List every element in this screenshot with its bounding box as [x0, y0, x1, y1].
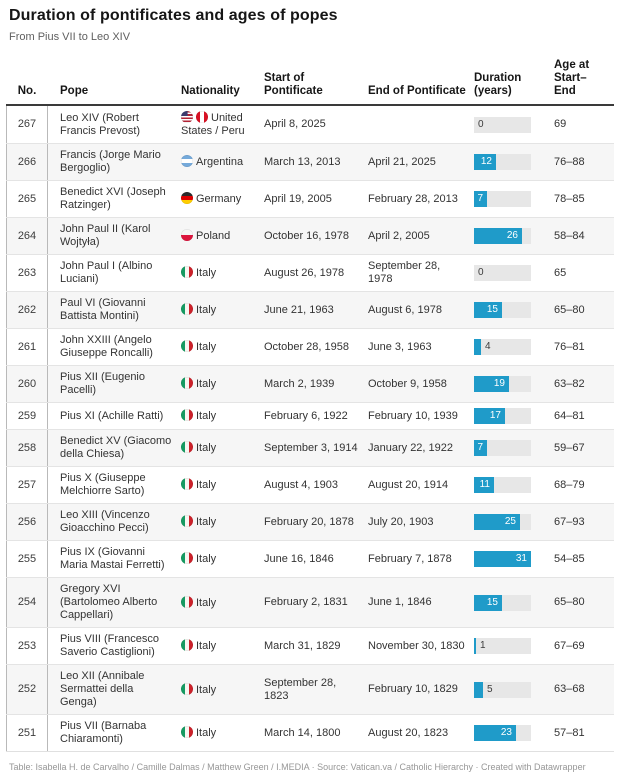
start-date: August 4, 1903: [264, 478, 339, 491]
nationality-label: Italy: [196, 341, 217, 353]
table-row: [6, 627, 614, 664]
table-row: [6, 328, 614, 365]
age-range: 54–85: [554, 552, 585, 565]
duration-cell: [474, 504, 554, 540]
table-row: [6, 664, 614, 714]
nationality-label: Italy: [196, 304, 217, 316]
start-date: August 26, 1978: [264, 266, 345, 279]
nationality-label: Italy: [196, 516, 217, 528]
table-header-row: [6, 57, 614, 106]
pope-name: Pius X (Giuseppe Melchiorre Sarto): [60, 472, 146, 497]
pope-name: Pius IX (Giovanni Maria Mastai Ferretti): [60, 546, 165, 571]
row-number-cell: [6, 467, 48, 503]
duration-bar: [474, 302, 531, 318]
end-date: November 30, 1830: [368, 639, 465, 652]
end-date: February 7, 1878: [368, 552, 452, 565]
start-date: September 28, 1823: [264, 676, 337, 702]
row-number-cell: [6, 144, 48, 180]
row-number: 259: [17, 409, 37, 422]
duration-value: 19: [493, 378, 505, 389]
pope-name: Pius VIII (Francesco Saverio Castiglioni): [60, 633, 160, 658]
flag-italy-icon: [181, 266, 193, 278]
duration-cell: [474, 366, 554, 402]
nationality-cell: [181, 541, 264, 577]
nationality-content: [181, 596, 216, 610]
flag-peru-icon: [196, 111, 208, 123]
start-date: April 8, 2025: [264, 118, 326, 130]
row-number: 261: [17, 340, 37, 353]
nationality-label: Italy: [196, 727, 217, 739]
end-date: January 22, 1922: [368, 441, 454, 454]
col-header-start: Start of Pontificate: [264, 72, 323, 97]
row-number-cell: [6, 665, 48, 714]
age-range: 63–82: [554, 377, 585, 390]
start-date: March 31, 1829: [264, 639, 341, 652]
flag-italy-icon: [181, 515, 193, 527]
nationality-cell: [181, 665, 264, 714]
row-number: 265: [17, 192, 37, 205]
duration-value: 1: [480, 640, 486, 651]
age-range: 76–81: [554, 340, 585, 353]
duration-bar: [474, 191, 531, 207]
end-date: February 28, 2013: [368, 192, 458, 205]
duration-value: 17: [489, 410, 501, 421]
flag-italy-icon: [181, 340, 193, 352]
row-number: 256: [17, 515, 37, 528]
pope-name: Leo XIV (Robert Francis Prevost): [60, 111, 141, 137]
row-number-cell: [6, 403, 48, 429]
row-number-cell: [6, 578, 48, 627]
start-date: February 6, 1922: [264, 409, 348, 422]
nationality-content: [181, 552, 216, 566]
nationality-label: Italy: [196, 442, 217, 454]
nationality-cell: [181, 628, 264, 664]
end-date: July 20, 1903: [368, 515, 434, 528]
duration-bar: [474, 477, 531, 493]
duration-value: 7: [477, 193, 483, 204]
nationality-cell: [181, 144, 264, 180]
row-number: 262: [17, 303, 37, 316]
start-date: March 14, 1800: [264, 726, 341, 739]
pope-name: Pius XI (Achille Ratti): [60, 409, 164, 422]
table-row: [6, 714, 614, 751]
duration-bar-fill: [474, 339, 481, 355]
col-header-pope: Pope: [60, 85, 89, 97]
nationality-cell: [181, 366, 264, 402]
duration-value: 5: [487, 683, 493, 695]
col-header-end: End of Pontificate: [368, 85, 466, 97]
age-range: 76–88: [554, 155, 585, 168]
pope-name: John Paul II (Karol Wojtyła): [60, 223, 151, 248]
page-subtitle: From Pius VII to Leo XIV: [9, 31, 131, 43]
table-row: [6, 180, 614, 217]
duration-value: 26: [506, 230, 518, 241]
duration-value: 4: [485, 341, 491, 352]
nationality-cell: [181, 329, 264, 365]
duration-bar: [474, 638, 531, 654]
duration-value: 31: [515, 553, 527, 564]
age-range: 68–79: [554, 478, 585, 491]
duration-cell: [474, 144, 554, 180]
nationality-content: [181, 377, 216, 391]
nationality-content: [181, 303, 216, 317]
flag-italy-icon: [181, 639, 193, 651]
pope-name: Benedict XV (Giacomo della Chiesa): [60, 435, 172, 460]
col-header-age: Age at Start–End: [554, 59, 590, 97]
table-row: [6, 466, 614, 503]
duration-bar: [474, 154, 531, 170]
flag-italy-icon: [181, 552, 193, 564]
pope-name: Gregory XVI (Bartolomeo Alberto Cappellari): [60, 583, 158, 621]
nationality-label: Italy: [196, 267, 217, 279]
age-range: 65: [554, 266, 567, 279]
age-range: 69: [554, 118, 567, 130]
table-row: [6, 540, 614, 577]
age-range: 58–84: [554, 229, 585, 242]
pope-name: Pius VII (Barnaba Chiaramonti): [60, 720, 147, 745]
end-date: April 21, 2025: [368, 155, 436, 168]
age-range: 64–81: [554, 409, 585, 422]
duration-value: 23: [500, 727, 512, 738]
col-header-duration: Duration (years): [474, 72, 522, 97]
duration-cell: [474, 715, 554, 751]
duration-bar: [474, 408, 531, 424]
nationality-content: [181, 409, 216, 423]
flag-italy-icon: [181, 441, 193, 453]
table-row: [6, 291, 614, 328]
age-range: 59–67: [554, 441, 585, 454]
nationality-cell: [181, 467, 264, 503]
duration-value: 7: [477, 442, 483, 453]
nationality-label: Italy: [196, 410, 217, 422]
nationality-label: Italy: [196, 596, 217, 609]
end-date: October 9, 1958: [368, 377, 447, 390]
row-number-cell: [6, 292, 48, 328]
age-range: 65–80: [554, 303, 585, 316]
pope-name: Benedict XVI (Joseph Ratzinger): [60, 186, 166, 211]
flag-italy-icon: [181, 596, 193, 608]
row-number-cell: [6, 329, 48, 365]
row-number-cell: [6, 430, 48, 466]
nationality-cell: [181, 504, 264, 540]
end-date: June 3, 1963: [368, 340, 432, 353]
nationality-cell: [181, 218, 264, 254]
flag-united-states-icon: [181, 111, 193, 123]
row-number-cell: [6, 715, 48, 751]
nationality-cell: [181, 403, 264, 429]
nationality-label: Poland: [196, 230, 231, 242]
nationality-label: United States / Peru: [181, 112, 245, 137]
start-date: February 20, 1878: [264, 515, 354, 528]
nationality-content: [181, 478, 216, 492]
end-date: April 2, 2005: [368, 229, 430, 242]
end-date: August 20, 1823: [368, 726, 449, 739]
flag-italy-icon: [181, 303, 193, 315]
nationality-content: [181, 266, 216, 280]
duration-cell: [474, 218, 554, 254]
duration-cell: [474, 292, 554, 328]
nationality-cell: [181, 106, 264, 143]
duration-bar: [474, 551, 531, 567]
duration-value: 25: [504, 516, 516, 527]
row-number: 267: [17, 118, 37, 130]
pope-name: Paul VI (Giovanni Battista Montini): [60, 297, 146, 322]
row-number-cell: [6, 106, 48, 143]
table-row: [6, 429, 614, 466]
row-number: 254: [17, 596, 37, 608]
start-date: February 2, 1831: [264, 596, 348, 608]
nationality-label: Italy: [196, 553, 217, 565]
duration-bar: [474, 339, 531, 355]
nationality-label: Germany: [196, 193, 242, 205]
nationality-content: [181, 111, 256, 138]
end-date: August 20, 1914: [368, 478, 449, 491]
nationality-content: [181, 155, 243, 169]
nationality-label: Argentina: [196, 156, 244, 168]
row-number-cell: [6, 181, 48, 217]
page-title: Duration of pontificates and ages of popes: [9, 7, 338, 24]
table-row: [6, 503, 614, 540]
start-date: September 3, 1914: [264, 441, 358, 454]
duration-value: 15: [486, 596, 498, 608]
start-date: April 19, 2005: [264, 192, 332, 205]
start-date: June 16, 1846: [264, 552, 334, 565]
table-row: [6, 577, 614, 627]
duration-cell: [474, 329, 554, 365]
duration-cell: [474, 403, 554, 429]
duration-bar: [474, 725, 531, 741]
table-row: [6, 254, 614, 291]
nationality-cell: [181, 715, 264, 751]
table-body: [6, 106, 614, 752]
start-date: June 21, 1963: [264, 303, 334, 316]
pope-name: John XXIII (Angelo Giuseppe Roncalli): [60, 334, 153, 359]
end-date: [368, 106, 474, 143]
footer-credits: Table: Isabella H. de Carvalho / Camille Dalmas / Matthew Green / I.MEDIA · Source: Vatican.va / Catholic Hierarchy · Created with Datawrapper: [9, 762, 586, 772]
age-range: 63–68: [554, 683, 585, 695]
row-number: 264: [17, 229, 37, 242]
duration-bar: [474, 440, 531, 456]
age-range: 67–93: [554, 515, 585, 528]
table-row: [6, 365, 614, 402]
nationality-cell: [181, 255, 264, 291]
row-number: 258: [17, 441, 37, 454]
duration-cell: [474, 430, 554, 466]
duration-value: 0: [478, 267, 484, 278]
duration-cell: [474, 628, 554, 664]
nationality-content: [181, 441, 216, 455]
end-date: September 28, 1978: [368, 260, 441, 285]
flag-italy-icon: [181, 726, 193, 738]
nationality-content: [181, 683, 216, 697]
table-row: [6, 143, 614, 180]
duration-cell: [474, 181, 554, 217]
pope-name: Francis (Jorge Mario Bergoglio): [60, 149, 161, 174]
age-range: 57–81: [554, 726, 585, 739]
age-range: 67–69: [554, 639, 585, 652]
nationality-content: [181, 229, 230, 243]
row-number-cell: [6, 504, 48, 540]
duration-value: 11: [479, 479, 490, 490]
start-date: March 13, 2013: [264, 155, 341, 168]
start-date: October 16, 1978: [264, 229, 350, 242]
nationality-content: [181, 726, 216, 740]
flag-germany-icon: [181, 192, 193, 204]
flag-italy-icon: [181, 409, 193, 421]
row-number-cell: [6, 218, 48, 254]
duration-bar-fill: [474, 682, 483, 698]
duration-value: 15: [486, 304, 498, 315]
nationality-cell: [181, 430, 264, 466]
row-number: 253: [17, 639, 37, 652]
flag-italy-icon: [181, 478, 193, 490]
table-row: [6, 402, 614, 429]
age-range: 65–80: [554, 596, 585, 608]
nationality-content: [181, 192, 241, 206]
flag-argentina-icon: [181, 155, 193, 167]
table-row: [6, 217, 614, 254]
duration-value: 0: [478, 118, 484, 130]
nationality-content: [181, 515, 216, 529]
flag-italy-icon: [181, 377, 193, 389]
pope-name: John Paul I (Albino Luciani): [60, 260, 153, 285]
row-number-cell: [6, 541, 48, 577]
row-number: 255: [17, 552, 37, 565]
pope-name: Leo XII (Annibale Sermattei della Genga): [60, 670, 145, 708]
duration-cell: [474, 578, 554, 627]
end-date: February 10, 1829: [368, 683, 458, 695]
row-number-cell: [6, 628, 48, 664]
start-date: March 2, 1939: [264, 377, 335, 390]
nationality-cell: [181, 292, 264, 328]
flag-poland-icon: [181, 229, 193, 241]
duration-bar: [474, 228, 531, 244]
nationality-label: Italy: [196, 640, 217, 652]
col-header-nationality: Nationality: [181, 85, 240, 97]
col-header-no: No.: [17, 85, 37, 97]
nationality-cell: [181, 181, 264, 217]
row-number: 266: [17, 155, 37, 168]
duration-bar-fill: [474, 638, 476, 654]
row-number: 252: [17, 683, 37, 695]
flag-italy-icon: [181, 683, 193, 695]
age-range: 78–85: [554, 192, 585, 205]
end-date: February 10, 1939: [368, 409, 458, 422]
row-number: 251: [17, 726, 37, 739]
pope-name: Leo XIII (Vincenzo Gioacchino Pecci): [60, 509, 150, 534]
row-number: 257: [17, 478, 37, 491]
row-number: 260: [17, 377, 37, 390]
duration-bar: [474, 595, 531, 611]
duration-cell: [474, 665, 554, 714]
end-date: June 1, 1846: [368, 596, 432, 608]
duration-cell: [474, 106, 554, 143]
nationality-cell: [181, 578, 264, 627]
duration-bar: [474, 514, 531, 530]
nationality-label: Italy: [196, 479, 217, 491]
nationality-content: [181, 340, 216, 354]
row-number-cell: [6, 255, 48, 291]
duration-cell: [474, 467, 554, 503]
row-number-cell: [6, 366, 48, 402]
start-date: October 28, 1958: [264, 340, 350, 353]
duration-bar: [474, 376, 531, 392]
duration-cell: [474, 255, 554, 291]
duration-cell: [474, 541, 554, 577]
end-date: August 6, 1978: [368, 303, 443, 316]
nationality-label: Italy: [196, 683, 217, 696]
pope-name: Pius XII (Eugenio Pacelli): [60, 371, 145, 396]
popes-table: [6, 57, 614, 752]
row-number: 263: [17, 266, 37, 279]
nationality-content: [181, 639, 216, 653]
table-row: [6, 106, 614, 143]
duration-bar: [474, 265, 531, 281]
duration-value: 12: [480, 156, 492, 167]
duration-bar: [474, 117, 531, 133]
nationality-label: Italy: [196, 378, 217, 390]
duration-bar: [474, 682, 531, 698]
